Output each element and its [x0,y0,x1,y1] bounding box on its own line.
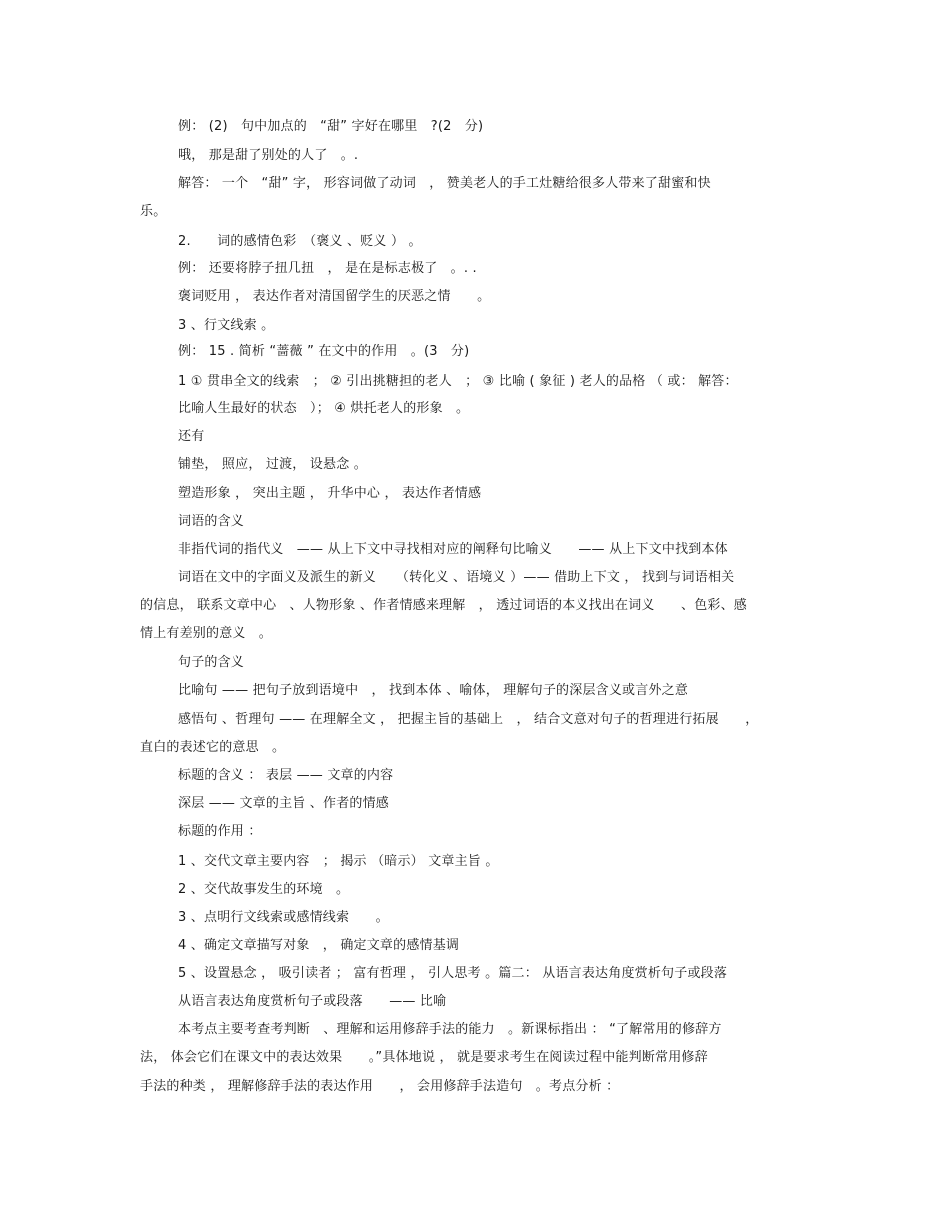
text-line: 褒词贬用 ， 表达作者对清国留学生的厌恶之情 。 [178,289,491,304]
text-line: 句子的含义 [178,655,245,670]
text-line: 2. 词的感情色彩 （褒义 、贬义 ） 。 [178,234,422,249]
text-line: 的信息， 联系文章中心 、人物形象 、作者情感来理解 ， 透过词语的本义找出在词义 、色彩、感 [140,598,747,613]
text-line: 比喻人生最好的状态 ）； ④ 烘托老人的形象 。 [178,401,470,416]
text-line: 标题的含义 ： 表层 —— 文章的内容 [178,768,394,783]
text-line: 5 、设置悬念 ， 吸引读者 ； 富有哲理 ， 引人思考 。篇二： 从语言表达角度赏析句子或段落 [178,966,728,981]
text-line: 铺垫， 照应， 过渡， 设悬念 。 [178,457,367,472]
text-line: 例： 15 . 简析 “蔷薇 ” 在文中的作用 。(3 分) [178,344,470,359]
text-line: 3 、点明行文线索或感情线索 。 [178,910,389,925]
text-line: 解答： 一个 “甜” 字， 形容词做了动词 ， 赞美老人的手工灶糖给很多人带来了甜蜜和快 [178,176,711,191]
text-line: 直白的表述它的意思 。 [140,740,286,755]
text-line: 2 、交代故事发生的环境 。 [178,882,350,897]
text-line: 比喻句 —— 把句子放到语境中 ， 找到本体 、喻体， 理解句子的深层含义或言外之意 [178,683,689,698]
text-line: 塑造形象 ， 突出主题 ， 升华中心 ， 表达作者情感 [178,486,482,501]
text-line: 本考点主要考查考判断 、理解和运用修辞手法的能力 。新课标指出 ： “了解常用的修辞方 [178,1022,722,1037]
text-line: 手法的种类 ， 理解修辞手法的表达作用 ， 会用修辞手法造句 。考点分析 ： [140,1079,620,1094]
text-line: 1 ① 贯串全文的线索 ； ② 引出挑糖担的老人 ； ③ 比喻 ( 象征 ) 老人的品格 （ 或： 解答： [178,374,738,389]
text-line: 法， 体会它们在课文中的表达效果 。”具体地说 ， 就是要求考生在阅读过程中能判断常用修辞 [140,1050,708,1065]
text-line: 从语言表达角度赏析句子或段落 —— 比喻 [178,994,447,1009]
text-line: 深层 —— 文章的主旨 、作者的情感 [178,796,389,811]
text-line: 非指代词的指代义 —— 从上下文中寻找相对应的阐释句比喻义 —— 从上下文中找到本体 [178,542,728,557]
text-line: 例： (2) 句中加点的 “甜” 字好在哪里 ?(2 分) [178,119,484,134]
text-line: 例： 还要将脖子扭几扭 ， 是在是标志极了 。. . [178,261,477,276]
text-line: 3 、行文线索 。 [178,318,275,333]
text-line: 乐。 [140,204,167,219]
text-line: 感悟句 、哲理句 —— 在理解全文 ， 把握主旨的基础上 ， 结合文意对句子的哲理进行拓展 ， [178,712,759,727]
text-line: 标题的作用 ： [178,824,262,839]
text-line: 词语的含义 [178,514,245,529]
text-line: 情上有差别的意义 。 [140,626,273,641]
text-line: 哦， 那是甜了别处的人了 。. [178,148,359,163]
text-line: 还有 [178,429,205,444]
text-line: 词语在文中的字面义及派生的新义 （转化义 、语境义 ）—— 借助上下文 ， 找到与词语相关 [178,570,735,585]
text-line: 4 、确定文章描写对象 ， 确定文章的感情基调 [178,938,460,953]
text-line: 1 、交代文章主要内容 ； 揭示 （暗示） 文章主旨 。 [178,854,499,869]
